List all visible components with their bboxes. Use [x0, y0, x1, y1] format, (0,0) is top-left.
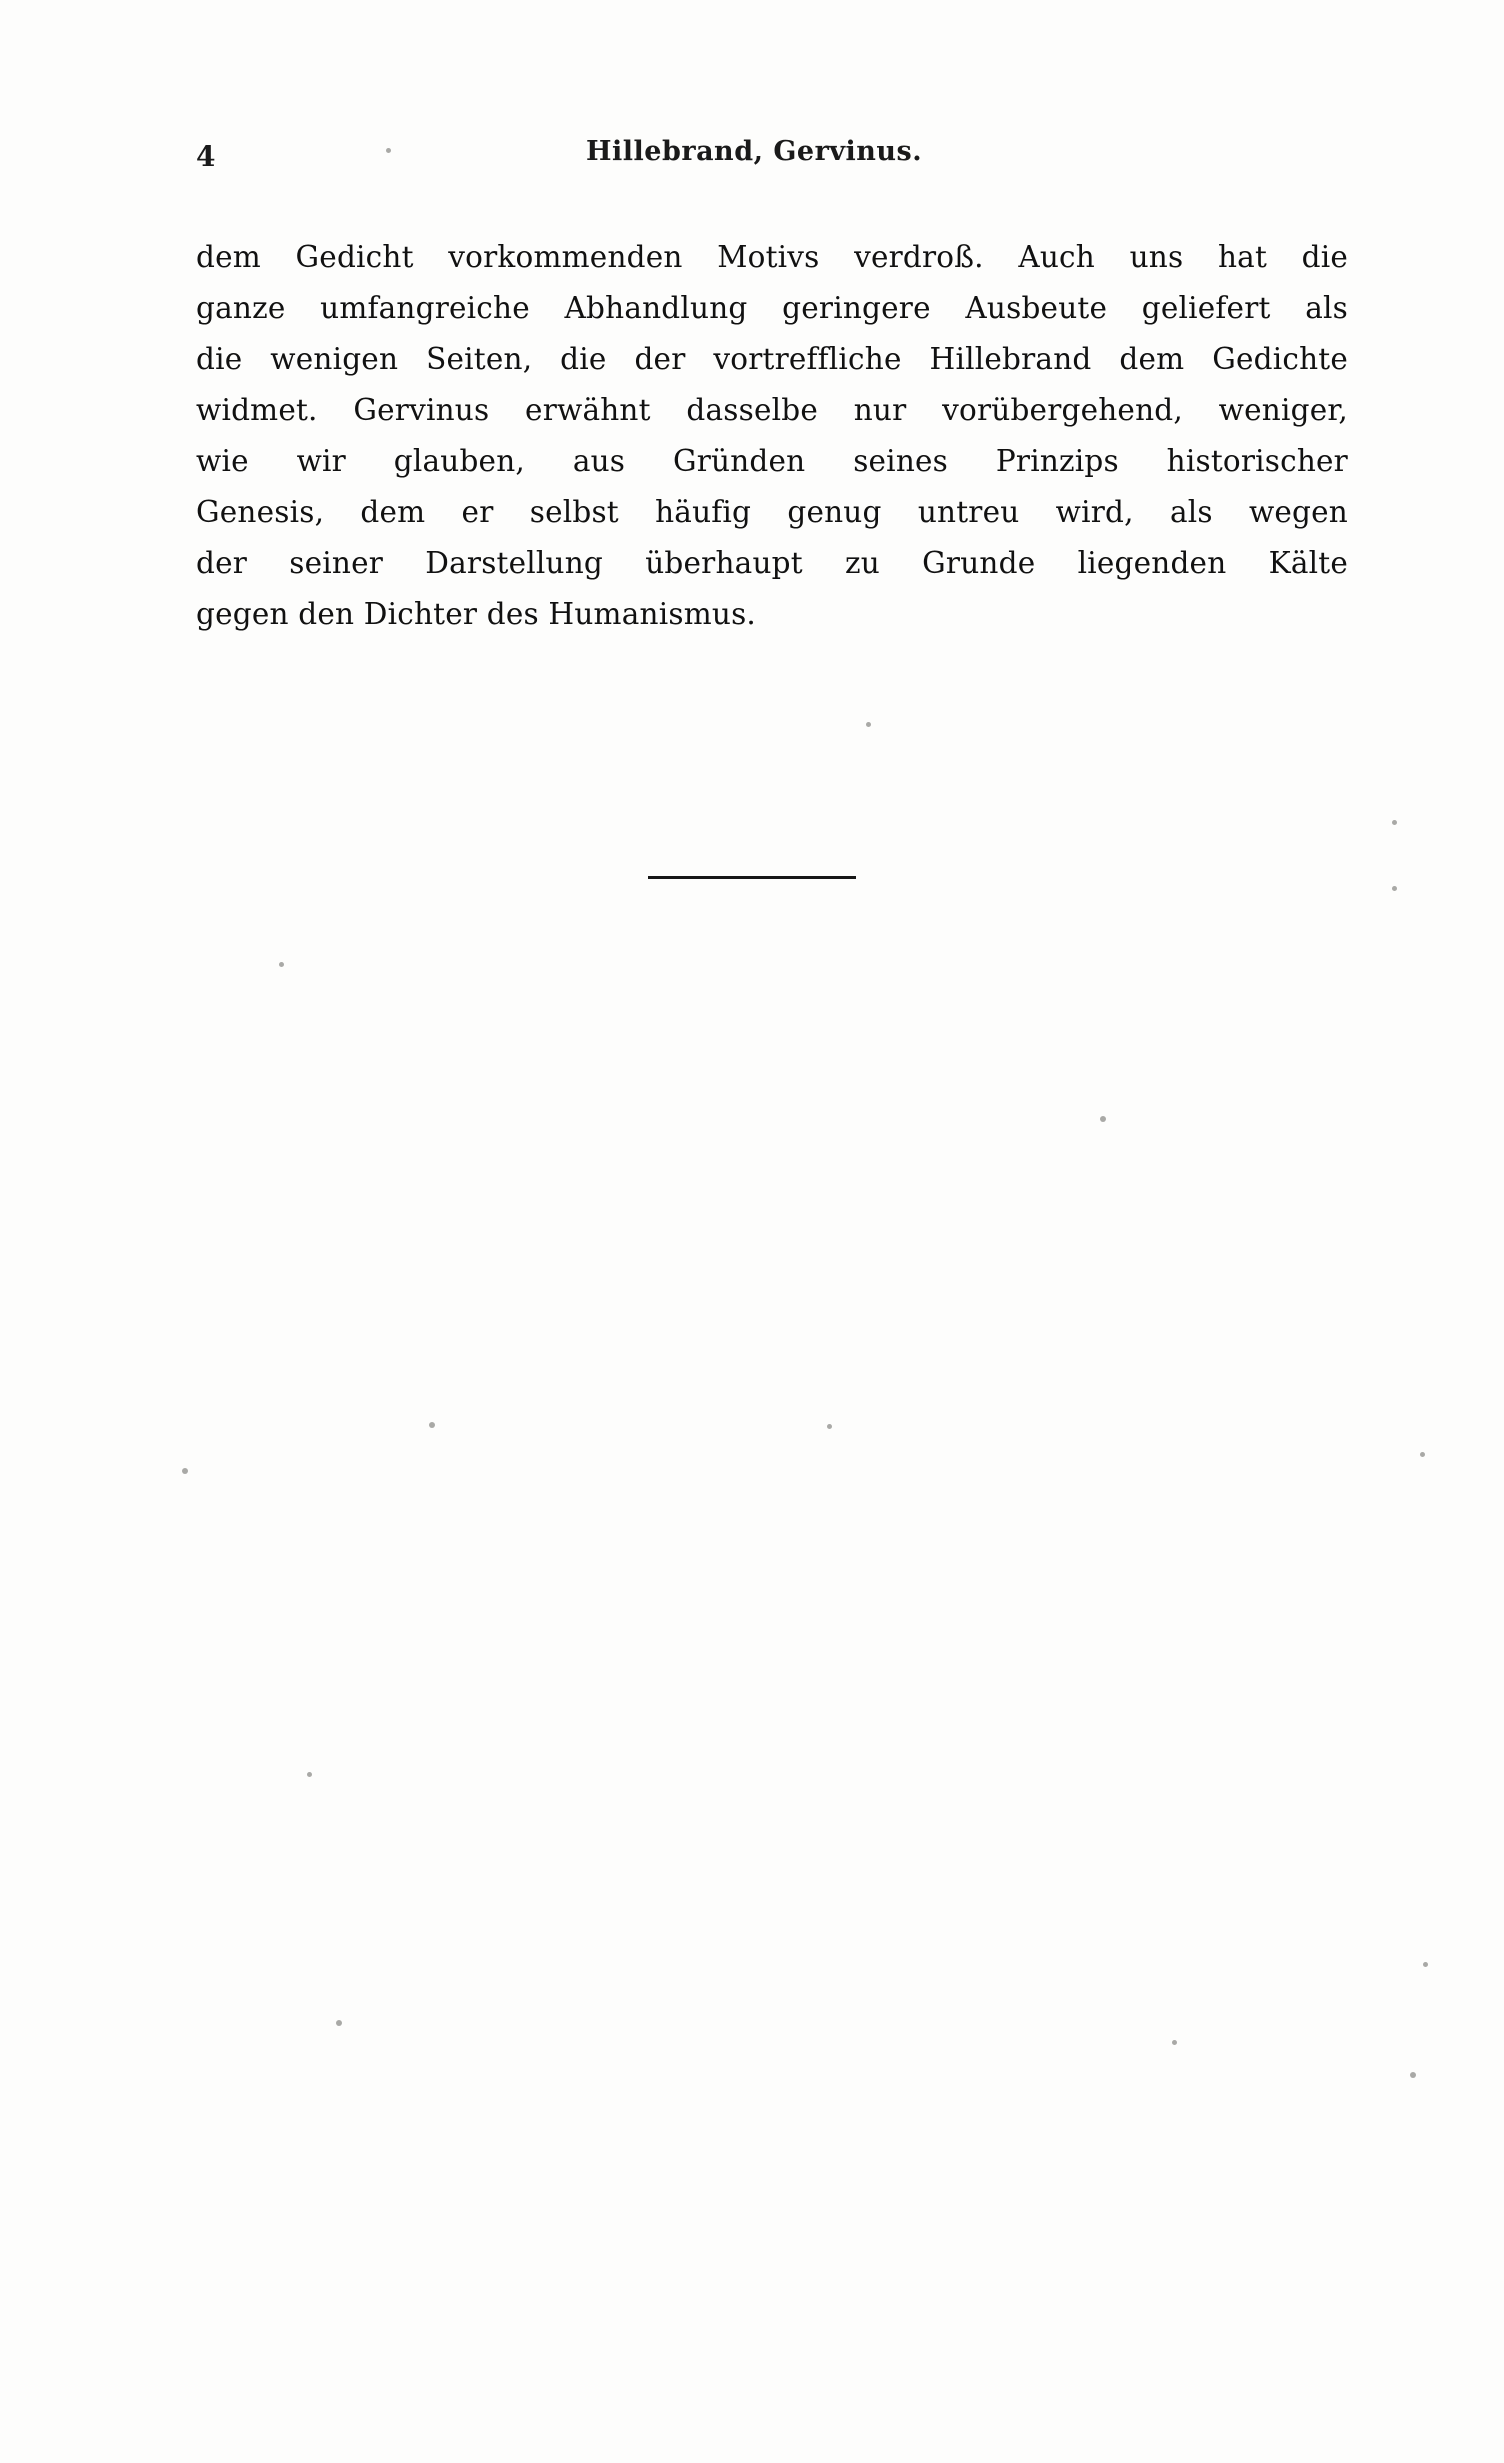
- body-text-block: [196, 232, 1348, 640]
- scan-speck: [1410, 2072, 1416, 2078]
- scan-speck: [307, 1772, 312, 1777]
- scan-speck: [279, 962, 284, 967]
- section-divider: [648, 876, 856, 879]
- page-number: 4: [196, 140, 216, 173]
- scan-speck: [182, 1468, 188, 1474]
- running-head: [196, 136, 1308, 180]
- running-head-title: Hillebrand, Gervinus.: [586, 136, 923, 167]
- scan-speck: [827, 1424, 832, 1429]
- scan-speck: [1423, 1962, 1428, 1967]
- scan-speck: [429, 1422, 435, 1428]
- scan-speck: [386, 148, 391, 153]
- text-line: Genesis, dem er selbst häufig genug untreu wird, als wegen: [196, 495, 1348, 529]
- paragraph: [196, 232, 1348, 640]
- text-line: widmet. Gervinus erwähnt dasselbe nur vorübergehend, weniger,: [196, 393, 1348, 427]
- scan-speck: [1172, 2040, 1177, 2045]
- scan-speck: [1392, 820, 1397, 825]
- scan-speck: [866, 722, 871, 727]
- text-line: gegen den Dichter des Humanismus.: [196, 597, 756, 631]
- scan-speck: [1100, 1116, 1106, 1122]
- text-line: der seiner Darstellung überhaupt zu Grunde liegenden Kälte: [196, 546, 1348, 580]
- text-line: die wenigen Seiten, die der vortreffliche Hillebrand dem Gedichte: [196, 342, 1348, 376]
- text-line: ganze umfangreiche Abhandlung geringere Ausbeute geliefert als: [196, 291, 1348, 325]
- scan-speck: [1392, 886, 1397, 891]
- text-line: wie wir glauben, aus Gründen seines Prinzips historischer: [196, 444, 1348, 478]
- text-line: dem Gedicht vorkommenden Motivs verdroß. Auch uns hat die: [196, 240, 1348, 274]
- scan-speck: [336, 2020, 342, 2026]
- scan-speck: [1420, 1452, 1425, 1457]
